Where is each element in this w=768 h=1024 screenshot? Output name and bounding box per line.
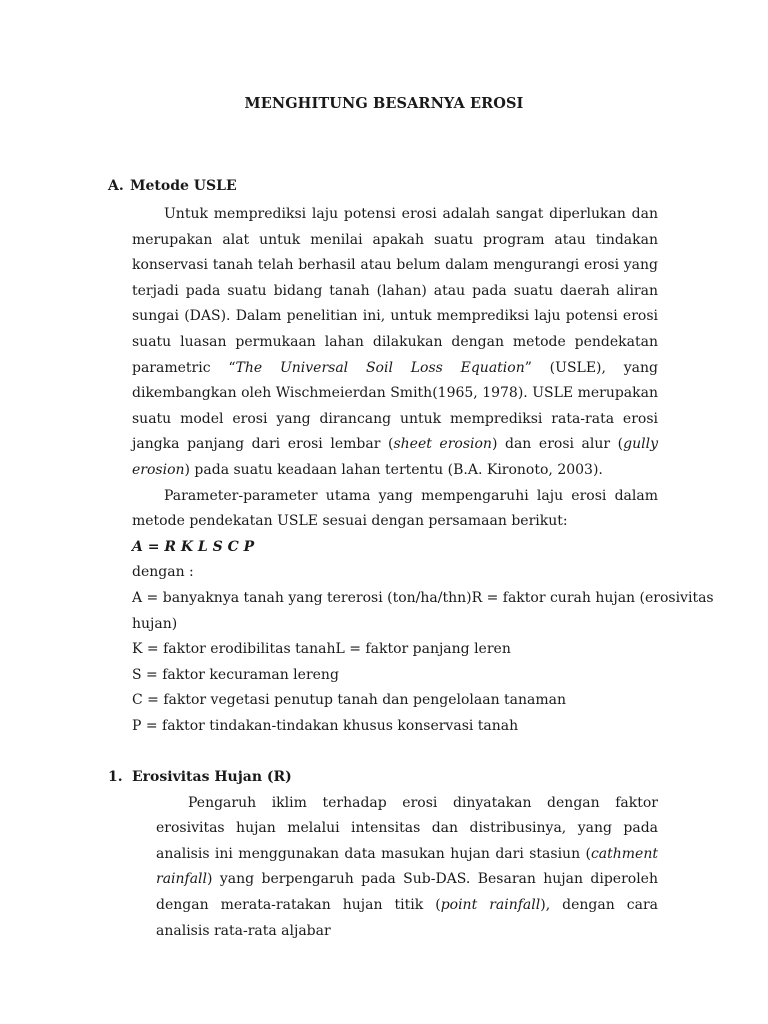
page-title: MENGHITUNG BESARNYA EROSI [244,95,524,112]
text-run: ) dan erosi alur ( [491,436,624,453]
subsection-1-title: Erosivitas Hujan (R) [132,769,292,786]
italic-term: The Universal Soil Loss Equation [235,359,525,376]
italic-term: gully erosion [132,436,658,478]
section-a-heading [108,178,237,194]
text-run: ) pada suatu keadaan lahan tertentu (B.A. Kironoto, 2003). [184,461,603,478]
definition-line: K = faktor erodibilitas tanahL = faktor panjang leren [132,641,511,658]
definition-line: P = faktor tindakan-tindakan khusus konservasi tanah [132,717,519,734]
erosivity-paragraph [156,791,658,945]
text-run: Untuk memprediksi laju potensi erosi adalah sangat diperlukan dan merupakan alat untuk menilai apakah suatu program atau tindakan konservasi tanah telah berhasil atau belum dalam mengurangi erosi yang terjadi pada suatu bidang tanah (lahan) atau pada suatu daerah aliran sungai (DAS). Dalam penelitian ini, untuk memprediksi laju potensi erosi suatu luasan permukaan lahan dilakukan dengan metode pendekatan parametric “ [132,206,658,376]
italic-term: cathment rainfall [156,845,658,888]
usle-formula: A = R K L S C P [132,538,255,555]
spacer [132,739,658,765]
parameters-paragraph: Parameter-parameter utama yang mempengaruhi laju erosi dalam metode pendekatan USLE sesuai dengan persamaan berikut: [132,487,658,530]
definition-line: A = banyaknya tanah yang tererosi (ton/ha/thn)R = faktor curah hujan (erosivitas [132,589,714,606]
italic-term: sheet erosion [393,436,492,453]
section-a-title: Metode USLE [130,178,237,194]
subsection-1-number: 1. [108,769,123,786]
text-run: ), dengan cara analisis rata-rata aljabar [156,897,658,939]
text-run: Pengaruh iklim terhadap erosi dinyatakan dengan faktor erosivitas hujan melalui intensitas dan distribusinya, yang pada analisis ini menggunakan data masukan hujan dari stasiun ( [156,794,658,862]
section-a-number: A. [108,178,124,194]
italic-term: point rainfall [440,897,541,914]
text-run: ) yang berpengaruh pada Sub-DAS. Besaran hujan diperoleh dengan merata-ratakan hujan titik ( [156,871,658,914]
definition-line: hujan) [132,615,178,632]
usle-intro-paragraph [132,202,658,484]
document-body [108,202,714,944]
text-run: ” (USLE), yang dikembangkan oleh Wischmeierdan Smith(1965, 1978). USLE merupakan suatu model erosi yang dirancang untuk memprediksi rata-rata erosi jangka panjang dari erosi lembar ( [132,359,658,453]
definition-line: C = faktor vegetasi penutup tanah dan pengelolaan tanaman [132,692,567,709]
definition-line: S = faktor kecuraman lereng [132,666,339,683]
dengan-label: dengan : [132,564,194,581]
subsection-1-heading [108,765,658,791]
